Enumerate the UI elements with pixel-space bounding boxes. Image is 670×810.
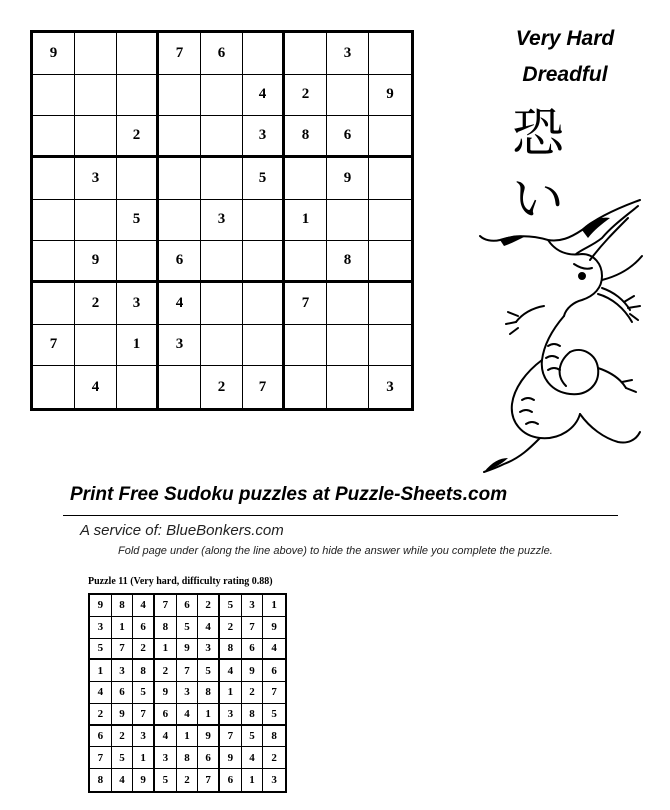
puzzle-cell	[285, 241, 327, 283]
puzzle-cell: 5	[117, 200, 159, 242]
puzzle-cell	[369, 116, 411, 158]
answer-cell: 6	[90, 726, 112, 748]
answer-cell: 7	[220, 726, 242, 748]
answer-cell: 3	[90, 617, 112, 639]
puzzle-cell: 3	[386, 378, 394, 395]
answer-title: Puzzle 11 (Very hard, difficulty rating 0.88)	[88, 576, 273, 587]
answer-cell: 7	[263, 682, 285, 704]
answer-cell: 6	[242, 639, 264, 661]
answer-cell: 8	[133, 660, 155, 682]
puzzle-cell	[33, 116, 75, 158]
puzzle-cell: 5	[243, 158, 285, 200]
puzzle-cell: 3	[201, 200, 243, 242]
answer-cell: 3	[220, 704, 242, 726]
answer-cell: 2	[112, 726, 134, 748]
puzzle-cell	[369, 325, 411, 367]
answer-cell: 3	[112, 660, 134, 682]
answer-cell: 2	[177, 769, 199, 791]
difficulty-label: Very Hard	[515, 27, 615, 50]
puzzle-cell	[159, 158, 201, 200]
answer-cell: 1	[112, 617, 134, 639]
puzzle-cell: 1	[117, 325, 159, 367]
puzzle-cell	[75, 75, 117, 117]
answer-cell: 3	[133, 726, 155, 748]
answer-cell: 2	[133, 639, 155, 661]
puzzle-cell: 9	[33, 33, 75, 75]
puzzle-cell: 2	[285, 75, 327, 117]
puzzle-cell	[117, 241, 159, 283]
puzzle-cell	[285, 325, 327, 367]
answer-cell: 9	[263, 617, 285, 639]
puzzle-cell: 2	[201, 366, 243, 408]
answer-cell: 1	[90, 660, 112, 682]
puzzle-cell	[33, 75, 75, 117]
answer-cell: 7	[155, 595, 177, 617]
answer-cell: 1	[220, 682, 242, 704]
puzzle-cell	[117, 75, 159, 117]
kanji-character-i: い	[511, 170, 564, 230]
puzzle-cell: 9	[75, 241, 117, 283]
promo-text: Print Free Sudoku puzzles at Puzzle-Sheets.com	[70, 484, 508, 505]
answer-cell: 4	[155, 726, 177, 748]
puzzle-cell	[201, 325, 243, 367]
puzzle-cell	[369, 200, 411, 242]
answer-cell: 1	[155, 639, 177, 661]
puzzle-cell	[243, 283, 285, 325]
puzzle-cell	[243, 33, 285, 75]
puzzle-cell	[327, 75, 369, 117]
answer-cell: 5	[220, 595, 242, 617]
answer-cell: 4	[220, 660, 242, 682]
answer-cell: 2	[198, 595, 220, 617]
answer-cell: 2	[242, 682, 264, 704]
answer-cell: 2	[155, 660, 177, 682]
puzzle-cell	[327, 366, 369, 408]
puzzle-cell: 8	[285, 116, 327, 158]
answer-grid	[88, 593, 287, 793]
puzzle-cell	[75, 116, 117, 158]
answer-cell: 5	[177, 617, 199, 639]
fold-instruction: Fold page under (along the line above) to hide the answer while you complete the puzzle.	[118, 545, 553, 557]
answer-cell: 6	[263, 660, 285, 682]
puzzle-cell	[75, 33, 117, 75]
puzzle-cell: 3	[243, 116, 285, 158]
puzzle-cell	[75, 325, 117, 367]
answer-cell: 4	[133, 595, 155, 617]
answer-cell: 6	[112, 682, 134, 704]
answer-cell: 4	[177, 704, 199, 726]
puzzle-cell	[285, 158, 327, 200]
answer-cell: 5	[90, 639, 112, 661]
answer-cell: 5	[155, 769, 177, 791]
answer-cell: 4	[263, 639, 285, 661]
answer-cell: 8	[220, 639, 242, 661]
puzzle-cell: 7	[33, 325, 75, 367]
puzzle-cell	[117, 366, 159, 408]
puzzle-cell	[243, 241, 285, 283]
puzzle-cell	[75, 200, 117, 242]
puzzle-cell: 6	[327, 116, 369, 158]
answer-cell: 8	[155, 617, 177, 639]
puzzle-cell	[369, 33, 411, 75]
answer-cell: 4	[198, 617, 220, 639]
puzzle-cell: 1	[285, 200, 327, 242]
puzzle-cell: 4	[243, 75, 285, 117]
answer-cell: 5	[198, 660, 220, 682]
answer-cell: 9	[177, 639, 199, 661]
answer-cell: 7	[242, 617, 264, 639]
puzzle-cell	[33, 158, 75, 200]
puzzle-cell	[369, 241, 411, 283]
answer-cell: 4	[90, 682, 112, 704]
answer-cell: 9	[90, 595, 112, 617]
puzzle-cell	[201, 241, 243, 283]
puzzle-cell	[327, 325, 369, 367]
puzzle-cell	[285, 33, 327, 75]
answer-cell: 5	[242, 726, 264, 748]
puzzle-cell: 2	[117, 116, 159, 158]
puzzle-cell	[159, 200, 201, 242]
answer-cell: 7	[177, 660, 199, 682]
answer-cell: 8	[198, 682, 220, 704]
puzzle-cell	[33, 241, 75, 283]
puzzle-cell: 3	[75, 158, 117, 200]
puzzle-cell	[201, 283, 243, 325]
puzzle-cell	[327, 283, 369, 325]
answer-cell: 4	[242, 747, 264, 769]
answer-cell: 9	[220, 747, 242, 769]
puzzle-cell	[117, 33, 159, 75]
answer-cell: 8	[177, 747, 199, 769]
answer-cell: 3	[198, 639, 220, 661]
answer-cell: 9	[155, 682, 177, 704]
answer-cell: 1	[133, 747, 155, 769]
answer-cell: 8	[263, 726, 285, 748]
puzzle-cell: 7	[285, 283, 327, 325]
kanji-character-fear: 恐	[511, 104, 564, 164]
answer-cell: 6	[133, 617, 155, 639]
puzzle-cell: 3	[117, 283, 159, 325]
puzzle-cell	[243, 325, 285, 367]
answer-cell: 9	[242, 660, 264, 682]
puzzle-cell	[369, 158, 411, 200]
answer-cell: 2	[263, 747, 285, 769]
puzzle-cell: 7	[159, 33, 201, 75]
puzzle-cell	[159, 116, 201, 158]
answer-cell: 7	[133, 704, 155, 726]
answer-cell: 6	[155, 704, 177, 726]
puzzle-cell: 9	[369, 75, 411, 117]
puzzle-cell	[159, 366, 201, 408]
answer-cell: 8	[242, 704, 264, 726]
answer-cell: 8	[112, 595, 134, 617]
answer-cell: 9	[198, 726, 220, 748]
puzzle-cell: 4	[75, 366, 117, 408]
puzzle-cell: 4	[159, 283, 201, 325]
puzzle-cell	[33, 366, 75, 408]
answer-cell: 4	[112, 769, 134, 791]
puzzle-cell: 6	[201, 33, 243, 75]
answer-cell: 1	[263, 595, 285, 617]
answer-cell: 6	[198, 747, 220, 769]
puzzle-cell	[369, 283, 411, 325]
puzzle-cell	[159, 75, 201, 117]
answer-cell: 6	[220, 769, 242, 791]
answer-cell: 2	[90, 704, 112, 726]
answer-cell: 1	[198, 704, 220, 726]
answer-cell: 5	[133, 682, 155, 704]
puzzle-cell	[327, 200, 369, 242]
answer-cell: 7	[90, 747, 112, 769]
puzzle-cell: 7	[243, 366, 285, 408]
answer-cell: 1	[242, 769, 264, 791]
answer-cell: 9	[133, 769, 155, 791]
puzzle-cell: 2	[75, 283, 117, 325]
answer-cell: 7	[112, 639, 134, 661]
sudoku-puzzle-grid	[30, 30, 414, 411]
puzzle-cell: 3	[327, 33, 369, 75]
answer-cell: 8	[90, 769, 112, 791]
answer-cell: 2	[220, 617, 242, 639]
puzzle-cell: 9	[327, 158, 369, 200]
fold-line	[63, 515, 618, 516]
answer-cell: 6	[177, 595, 199, 617]
answer-cell: 3	[155, 747, 177, 769]
answer-cell: 3	[271, 774, 277, 787]
puzzle-cell	[201, 75, 243, 117]
puzzle-cell	[33, 283, 75, 325]
puzzle-cell	[285, 366, 327, 408]
puzzle-cell	[33, 200, 75, 242]
puzzle-cell	[243, 200, 285, 242]
answer-cell: 9	[112, 704, 134, 726]
answer-cell: 5	[263, 704, 285, 726]
puzzle-cell	[201, 116, 243, 158]
answer-cell: 5	[112, 747, 134, 769]
answer-cell: 3	[242, 595, 264, 617]
difficulty-sublabel: Dreadful	[522, 63, 608, 86]
puzzle-cell: 3	[159, 325, 201, 367]
answer-cell: 7	[198, 769, 220, 791]
service-credit: A service of: BlueBonkers.com	[80, 522, 284, 539]
answer-cell: 3	[177, 682, 199, 704]
puzzle-cell	[201, 158, 243, 200]
puzzle-cell: 8	[327, 241, 369, 283]
puzzle-cell: 6	[159, 241, 201, 283]
answer-cell: 1	[177, 726, 199, 748]
dragon-illustration	[478, 196, 646, 474]
puzzle-cell	[117, 158, 159, 200]
